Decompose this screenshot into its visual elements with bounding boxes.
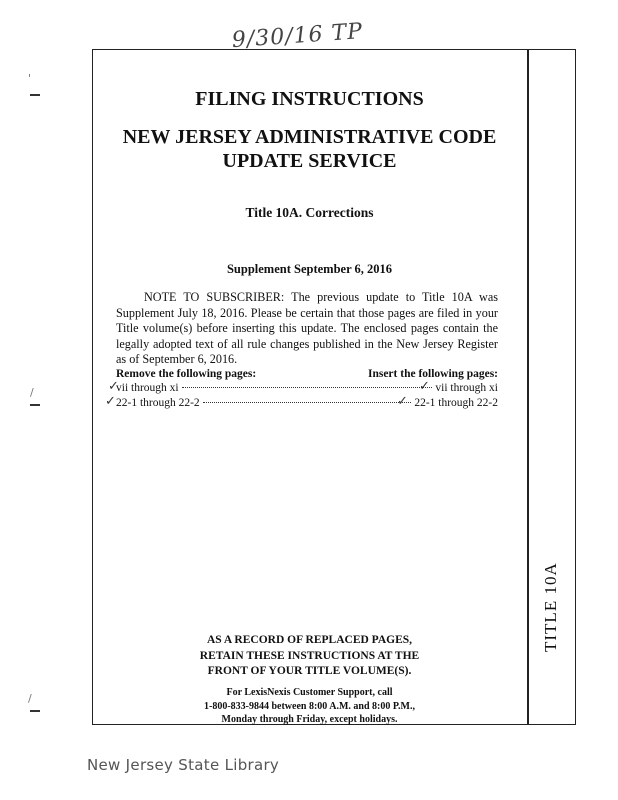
support-line: For LexisNexis Customer Support, call [226, 687, 393, 698]
page-title: FILING INSTRUCTIONS [195, 88, 424, 110]
customer-support [92, 686, 527, 727]
service-title: UPDATE SERVICE [222, 150, 397, 172]
margin-tick: ' [28, 72, 32, 85]
subscriber-note: NOTE TO SUBSCRIBER: The previous update to Title 10A was Supplement July 18, 2016. Please be certain that those pages are filed in your Title volume(s) before inserting this update. The enclosed pages contain the legally adopted text of all rule changes published in the New Jersey Register as of September 6, 2016. [116, 290, 498, 367]
checkmark-icon: ✓ [419, 379, 430, 394]
remove-heading: Remove the following pages: [116, 368, 257, 380]
checkmark-icon: ✓ [397, 394, 408, 409]
supplement-date: Supplement September 6, 2016 [226, 262, 393, 276]
insert-pages: vii through xi [435, 382, 498, 394]
tab-label: TITLE 10A [541, 562, 560, 652]
remove-pages: 22-1 through 22-2 [116, 397, 200, 409]
insert-pages: 22-1 through 22-2 [414, 397, 498, 409]
page-row [116, 382, 498, 397]
support-line: Monday through Friday, except holidays. [221, 714, 398, 725]
support-line: 1-800-833-9844 between 8:00 A.M. and 8:00 P.M., [203, 700, 415, 712]
title-name: Title 10A. Corrections [245, 205, 374, 220]
code-title: NEW JERSEY ADMINISTRATIVE CODE [122, 126, 497, 148]
record-line: RETAIN THESE INSTRUCTIONS AT THE [199, 649, 420, 662]
record-line: FRONT OF YOUR TITLE VOLUME(S). [207, 665, 412, 677]
pages-headings [116, 368, 498, 380]
binding-hole-mark [30, 404, 40, 406]
handwritten-annotation: 9/30/16 TP [231, 19, 364, 54]
record-line: AS A RECORD OF REPLACED PAGES, [206, 634, 413, 646]
margin-tick: / [28, 692, 32, 705]
binding-hole-mark [30, 710, 40, 712]
tab-divider [527, 49, 529, 725]
record-instructions [92, 633, 527, 680]
margin-tick: / [30, 386, 34, 399]
page-row [116, 397, 498, 412]
checkmark-icon: ✓ [108, 379, 119, 394]
leader-dots [203, 402, 412, 403]
library-stamp: New Jersey State Library [87, 756, 280, 774]
insert-heading: Insert the following pages: [367, 368, 498, 380]
leader-dots [182, 387, 433, 388]
checkmark-icon: ✓ [105, 394, 116, 409]
remove-pages: vii through xi [116, 382, 179, 394]
binding-hole-mark [30, 94, 40, 96]
